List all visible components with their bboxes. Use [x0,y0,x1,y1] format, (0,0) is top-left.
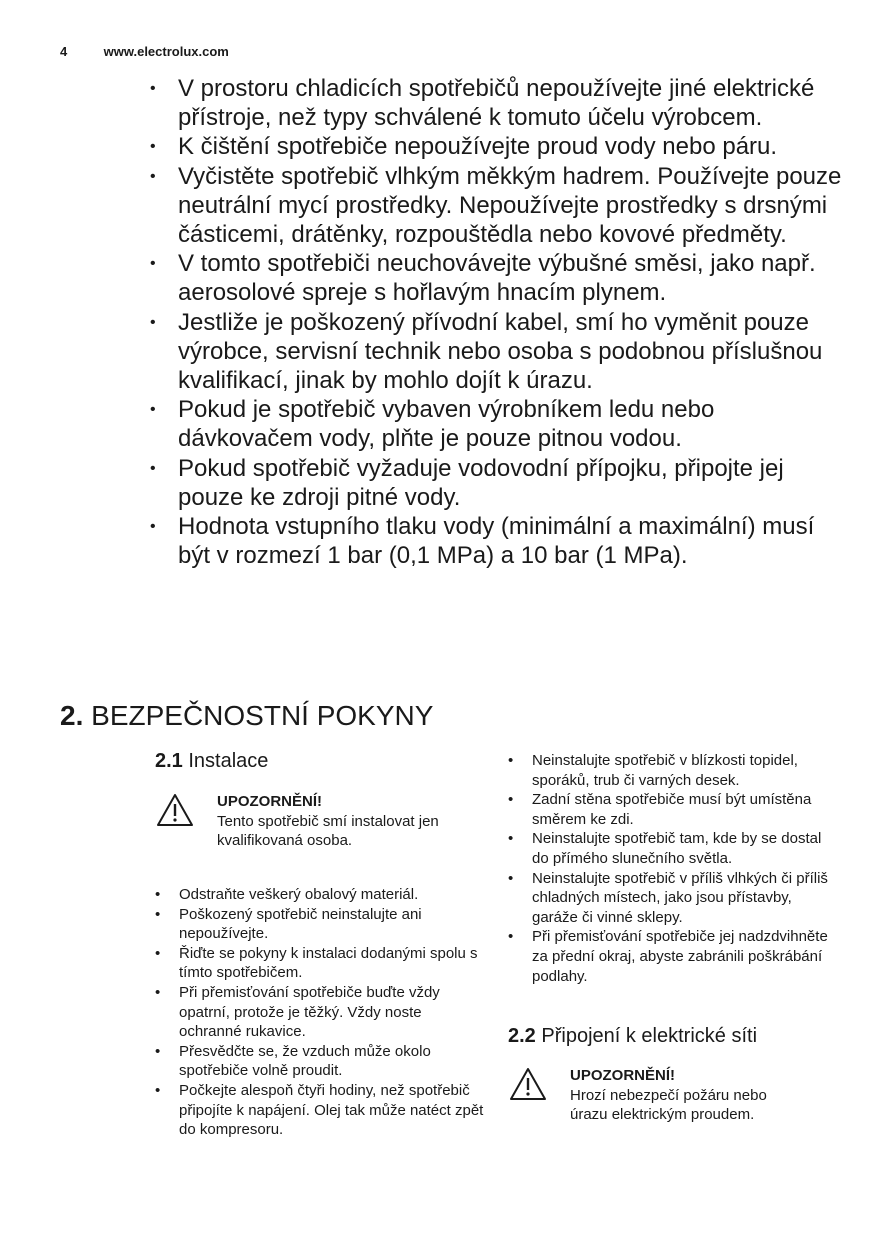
bullet-icon: • [155,1042,161,1060]
list-item: • Vyčistěte spotřebič vlhkým měkkým hadrem. Používejte pouze neutrální mycí prostředky. Nepoužívejte prostředky s drsnými částicemi, drátěnky, rozpouštědla nebo kovové předměty. [150,162,842,249]
bullet-icon: • [508,752,514,769]
bullet-icon: • [155,886,161,903]
bullet-icon: • [150,313,156,331]
subsection-2-2-title: 2.2 Připojení k elektrické síti [508,1025,758,1047]
warning-title: UPOZORNĚNÍ! [570,1067,675,1084]
bullet-icon: • [150,80,156,97]
bullet-icon: • [150,167,156,185]
list-item: • Odstraňte veškerý obalový materiál. [155,886,419,903]
list-item: • V prostoru chladicích spotřebičů nepoužívejte jiné elektrické přístroje, než typy schválené k tomuto účelu výrobcem. [150,75,815,132]
bullet-icon: • [508,830,514,848]
list-item: • Neinstalujte spotřebič v blízkosti topidel, sporáků, trub či varných desek. [508,752,798,789]
warning-icon [155,792,195,828]
bullet-icon: • [150,518,156,536]
warning-icon [508,1066,548,1102]
installation-list-left [155,885,485,1140]
list-item: • Přesvědčte se, že vzduch může okolo spotřebiče volně proudit. [155,1042,431,1080]
section-number: 2. [60,700,84,731]
bullet-icon: • [508,869,514,887]
bullet-icon: • [155,983,161,1001]
bullet-icon: • [155,1081,161,1099]
list-item: • Při přemisťování spotřebiče jej nadzdvihněte za přední okraj, abyste zabránili poškrábání podlahy. [508,928,828,985]
list-item: • K čištění spotřebiče nepoužívejte proud vody nebo páru. [150,133,778,161]
bullet-icon: • [155,944,161,962]
list-item: • Pokud je spotřebič vybaven výrobníkem ledu nebo dávkovačem vody, plňte je pouze pitnou vodou. [150,396,715,453]
bullet-icon: • [150,401,156,419]
bullet-icon: • [150,255,156,273]
bullet-icon: • [508,928,514,946]
list-item: • Poškozený spotřebič neinstalujte ani nepoužívejte. [155,905,422,943]
bullet-icon: • [150,138,156,156]
list-item: • Počkejte alespoň čtyři hodiny, než spotřebič připojíte k napájení. Olej tak může natéct zpět do kompresoru. [155,1081,484,1139]
page-header [60,44,229,59]
section-title [60,700,433,732]
list-item: • Pokud spotřebič vyžaduje vodovodní přípojku, připojte jej pouze ke zdroji pitné vody. [150,454,784,511]
bullet-icon: • [155,905,161,923]
list-item: • V tomto spotřebiči neuchovávejte výbušné směsi, jako např. aerosolové spreje s hořlavým hnacím plynem. [150,250,816,307]
warning-title: UPOZORNĚNÍ! [217,793,322,810]
list-item: • Jestliže je poškozený přívodní kabel, smí ho vyměnit pouze výrobce, servisní technik nebo osoba s podobnou příslušnou kvalifikací, jinak by mohlo dojít k úrazu. [150,308,823,395]
bullet-icon: • [150,459,156,477]
section-heading: BEZPEČNOSTNÍ POKYNY [91,700,434,731]
warning-text: Hrozí nebezpečí požáru nebo úrazu elektrickým proudem. [570,1086,767,1124]
list-item: • Při přemisťování spotřebiče buďte vždy opatrní, protože je těžký. Vždy noste ochranné rukavice. [155,983,440,1041]
list-item: • Zadní stěna spotřebiče musí být umístěna směrem ke zdi. [508,791,812,828]
list-item: • Neinstalujte spotřebič v příliš vlhkých či příliš chladných místech, jako jsou přístavby, garáže či vinné sklepy. [508,869,828,926]
list-item: • Neinstalujte spotřebič tam, kde by se dostal do přímého slunečního světla. [508,830,822,867]
site-url: www.electrolux.com [103,44,229,59]
warning-text: Tento spotřebič smí instalovat jen kvalifikovaná osoba. [217,812,439,850]
page-number: 4 [60,44,68,59]
subsection-2-1-title: 2.1 Instalace [155,750,269,772]
installation-list-right [508,751,830,986]
list-item: • Řiďte se pokyny k instalaci dodanými spolu s tímto spotřebičem. [155,944,478,982]
list-item: • Hodnota vstupního tlaku vody (minimální a maximální) musí být v rozmezí 1 bar (0,1 MPa) a 10 bar (1 MPa). [150,513,815,570]
top-bullet-list [150,74,850,570]
bullet-icon: • [508,791,514,809]
